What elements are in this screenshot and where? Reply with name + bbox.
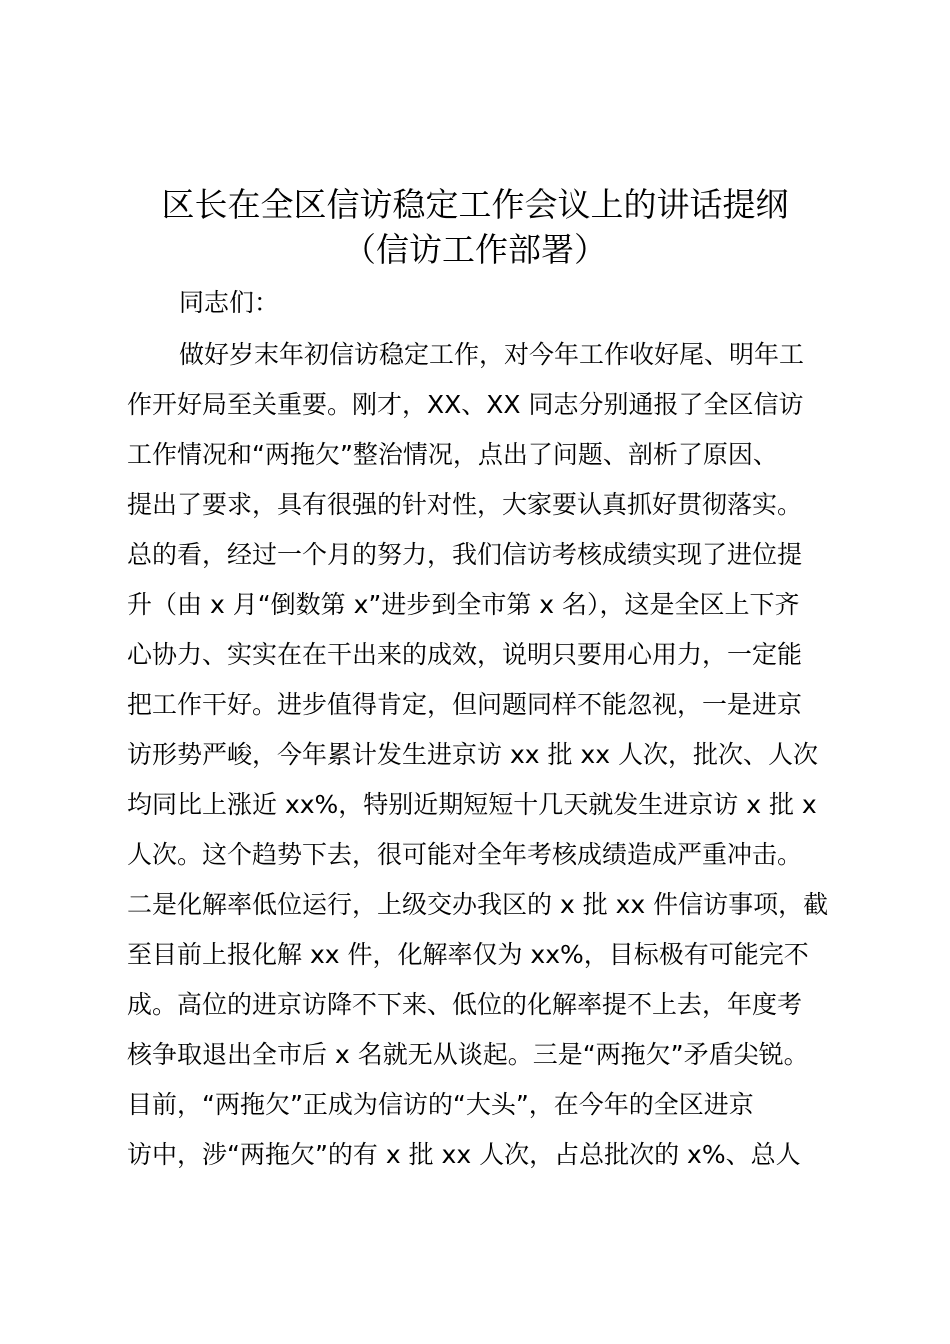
document-title: 区长在全区信访稳定工作会议上的讲话提纲 [161,185,789,224]
paragraph-line: 做好岁末年初信访稳定工作，对今年工作收好尾、明年工 [179,340,805,369]
paragraph-line: 心协力、实实在在干出来的成效，说明只要用心用力，一定能 [127,640,803,669]
paragraph-line: 至目前上报化解 xx 件，化解率仅为 xx%，目标极有可能完不 [127,940,809,969]
paragraph-line: 成。高位的进京访降不下来、低位的化解率提不上去，年度考 [127,990,803,1019]
paragraph-line: 访中，涉“两拖欠”的有 x 批 xx 人次，占总批次的 x%、总人 [127,1140,801,1169]
paragraph-line: 二是化解率低位运行，上级交办我区的 x 批 xx 件信访事项，截 [127,890,829,919]
salutation: 同志们： [179,288,280,317]
paragraph-line: 人次。这个趋势下去，很可能对全年考核成绩造成严重冲击。 [127,840,803,869]
paragraph-line: 工作情况和“两拖欠”整治情况，点出了问题、剖析了原因、 [127,440,778,469]
paragraph-line: 目前，“两拖欠”正成为信访的“大头”，在今年的全区进京 [127,1090,754,1119]
paragraph-line: 访形势严峻，今年累计发生进京访 xx 批 xx 人次，批次、人次 [127,740,818,769]
document-subtitle: （信访工作部署） [343,230,607,269]
paragraph-line: 均同比上涨近 xx%，特别近期短短十几天就发生进京访 x 批 x [127,790,817,819]
paragraph-line: 总的看，经过一个月的努力，我们信访考核成绩实现了进位提 [127,540,803,569]
paragraph-line: 作开好局至关重要。刚才，XX、XX 同志分别通报了全区信访 [127,390,804,419]
paragraph-line: 升（由 x 月“倒数第 x”进步到全市第 x 名），这是全区上下齐 [127,590,800,619]
paragraph-line: 把工作干好。进步值得肯定，但问题同样不能忽视，一是进京 [127,690,803,719]
paragraph-line: 提出了要求，具有很强的针对性，大家要认真抓好贯彻落实。 [127,490,803,519]
paragraph-line: 核争取退出全市后 x 名就无从谈起。三是“两拖欠”矛盾尖锐。 [127,1040,809,1069]
